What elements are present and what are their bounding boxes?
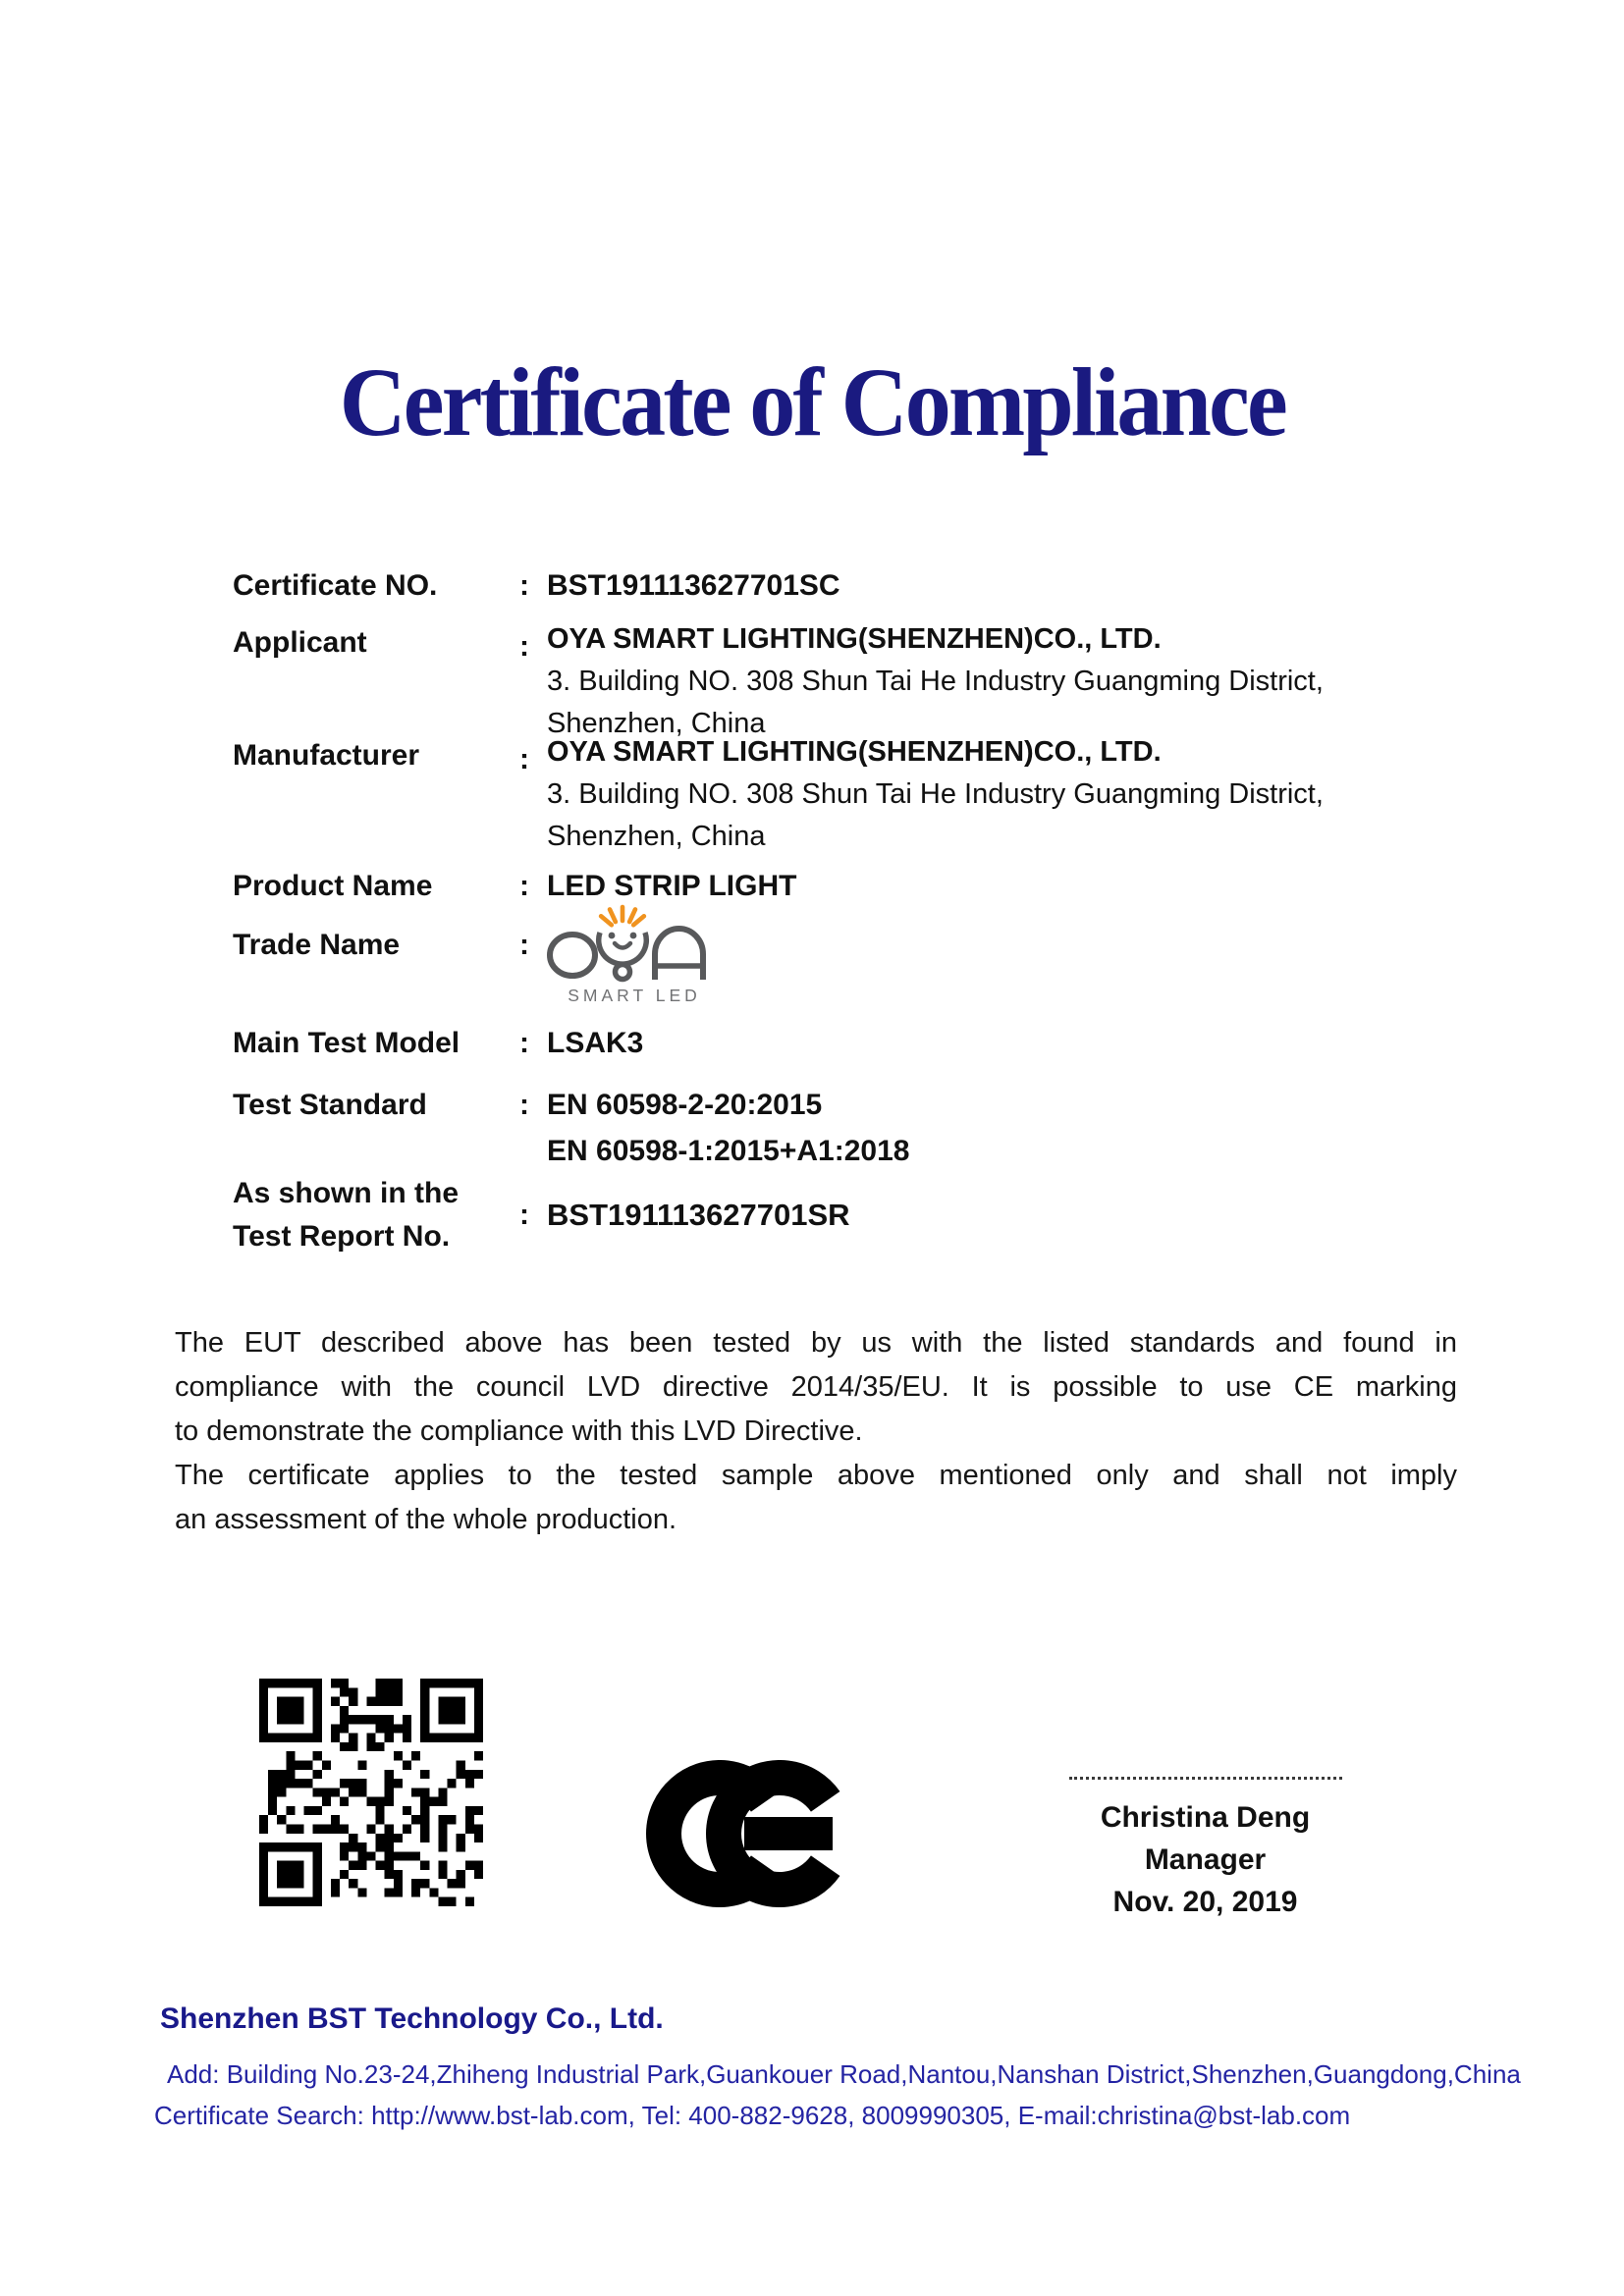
applicant-value [547, 618, 1324, 745]
test-standard-line1: EN 60598-2-20:2015 [547, 1089, 823, 1121]
field-colon: : [519, 870, 529, 902]
test-report-label-line2: Test Report No. [233, 1220, 451, 1253]
field-row-certificate-no [233, 567, 840, 605]
field-label: Applicant [233, 626, 367, 659]
field-label: Test Standard [233, 1089, 427, 1121]
smiley-face-icon [599, 933, 647, 980]
logo-letter-o [550, 934, 595, 976]
field-row-trade-name [233, 899, 708, 1006]
field-label [233, 1172, 519, 1258]
statement-line: compliance with the council LVD directive 2014/35/EU. It is possible to use CE marking [175, 1371, 1457, 1403]
signature-date: Nov. 20, 2019 [1112, 1886, 1298, 1918]
manufacturer-address-line1: 3. Building NO. 308 Shun Tai He Industry Guangming District, [547, 778, 1324, 810]
logo-letter-a [655, 929, 703, 980]
field-colon: : [519, 929, 529, 961]
statement-line: to demonstrate the compliance with this LVD Directive. [175, 1415, 863, 1447]
signature-block [1036, 1769, 1375, 1923]
compliance-statement [175, 1321, 1457, 1542]
footer-contact: Certificate Search: http://www.bst-lab.com, Tel: 400-882-9628, 8009990305, E-mail:christina@bst-lab.com [154, 2101, 1351, 2130]
statement-line: an assessment of the whole production. [175, 1504, 677, 1535]
field-label: Manufacturer [233, 739, 420, 772]
statement-line: The certificate applies to the tested sample above mentioned only and shall not imply [175, 1460, 1457, 1491]
field-label: Certificate NO. [233, 569, 438, 602]
sun-rays-icon [601, 907, 644, 925]
field-row-test-standard [233, 1082, 909, 1174]
field-colon: : [519, 569, 529, 602]
applicant-company: OYA SMART LIGHTING(SHENZHEN)CO., LTD. [547, 623, 1162, 655]
field-colon: : [519, 1199, 529, 1231]
field-row-main-test-model [233, 1025, 643, 1062]
qr-code [259, 1679, 483, 1906]
field-label: Trade Name [233, 929, 401, 961]
field-colon: : [519, 1027, 529, 1059]
manufacturer-company: OYA SMART LIGHTING(SHENZHEN)CO., LTD. [547, 736, 1162, 768]
field-row-test-report [233, 1170, 850, 1260]
qr-code-icon [259, 1679, 483, 1906]
footer-company-name: Shenzhen BST Technology Co., Ltd. [160, 2002, 664, 2035]
logo-subtext: SMART LED [568, 986, 701, 1005]
field-colon: : [519, 743, 529, 775]
test-report-label-line1: As shown in the [233, 1177, 460, 1209]
oya-brand-mark-icon [547, 899, 708, 984]
test-standard-line2: EN 60598-1:2015+A1:2018 [547, 1135, 910, 1167]
signature-dotted-line [1069, 1769, 1342, 1780]
main-test-model-value: LSAK3 [547, 1027, 644, 1059]
manufacturer-address-line2: Shenzhen, China [547, 821, 766, 852]
certificate-title [0, 344, 1624, 490]
ce-mark-icon [646, 1760, 853, 1907]
field-label: Product Name [233, 870, 433, 902]
signatory-title: Manager [1144, 1843, 1267, 1876]
signatory-name: Christina Deng [1100, 1801, 1311, 1834]
applicant-address-line1: 3. Building NO. 308 Shun Tai He Industry Guangming District, [547, 666, 1324, 697]
test-report-number-value: BST191113627701SR [547, 1198, 850, 1232]
certificate-number-value: BST191113627701SC [547, 569, 840, 602]
footer-address: Add: Building No.23-24,Zhiheng Industrial Park,Guankouer Road,Nantou,Nanshan District,Shenzhen,Guangdong,China [167, 2059, 1521, 2089]
product-name-value: LED STRIP LIGHT [547, 870, 797, 902]
field-label: Main Test Model [233, 1027, 460, 1059]
statement-line: The EUT described above has been tested by us with the listed standards and found in [175, 1327, 1457, 1359]
field-row-manufacturer [233, 731, 1324, 858]
applicant-address-line2: Shenzhen, China [547, 708, 766, 739]
manufacturer-value [547, 731, 1324, 858]
field-row-applicant [233, 618, 1324, 745]
field-colon: : [519, 1089, 529, 1121]
oya-smart-led-logo [547, 899, 708, 1006]
test-standard-value [547, 1082, 909, 1174]
field-colon: : [519, 630, 529, 663]
certificate-title-text: Certificate of Compliance [339, 347, 1285, 456]
